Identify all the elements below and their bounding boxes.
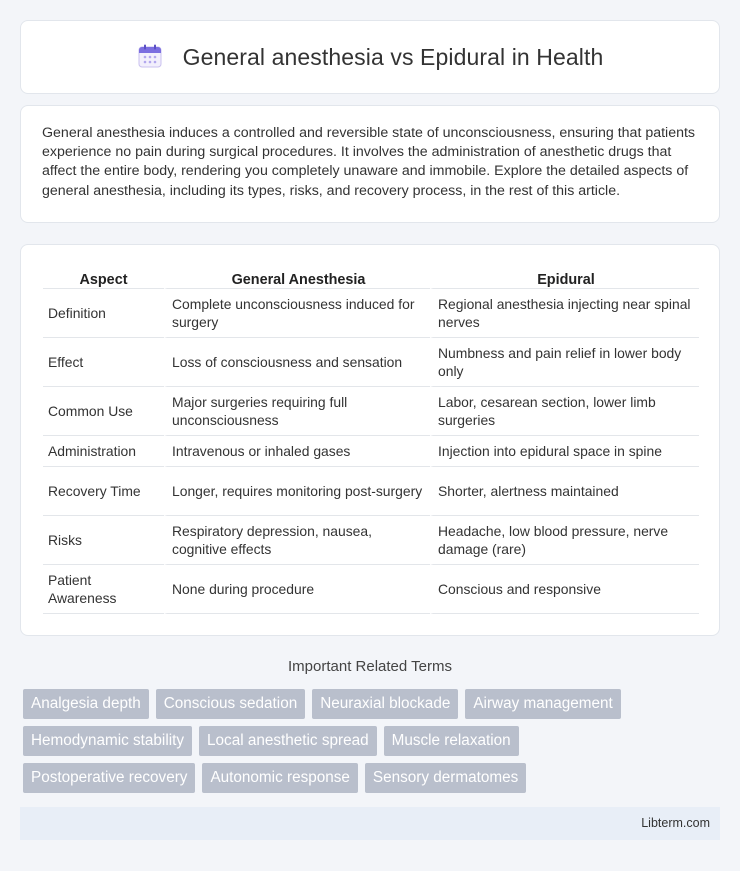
tag-airway-management[interactable]: Airway management [465,689,620,719]
row-aspect: Definition [43,289,164,338]
row-general-anesthesia: Complete unconsciousness induced for surgery [164,289,430,338]
table-header-row [43,267,699,289]
row-general-anesthesia: Intravenous or inhaled gases [164,436,430,467]
table-row [43,387,699,436]
tag-postoperative-recovery[interactable]: Postoperative recovery [23,763,195,793]
page-title: General anesthesia vs Epidural in Health [182,43,604,70]
intro-card [20,105,720,223]
row-aspect: Common Use [43,387,164,436]
table-row [43,467,699,516]
row-aspect: Effect [43,338,164,387]
row-general-anesthesia: Major surgeries requiring full unconsciousness [164,387,430,436]
row-aspect: Administration [43,436,164,467]
related-terms-tags [23,689,723,800]
column-header-aspect: Aspect [43,267,164,289]
row-general-anesthesia: Loss of consciousness and sensation [164,338,430,387]
tag-analgesia-depth[interactable]: Analgesia depth [23,689,149,719]
row-epidural: Headache, low blood pressure, nerve damage (rare) [430,516,699,565]
tag-autonomic-response[interactable]: Autonomic response [202,763,357,793]
related-terms-title: Important Related Terms [288,658,452,675]
table-row [43,289,699,338]
column-header-general-anesthesia: General Anesthesia [164,267,430,289]
row-epidural: Labor, cesarean section, lower limb surgeries [430,387,699,436]
row-epidural: Injection into epidural space in spine [430,436,699,467]
table-row [43,338,699,387]
tag-sensory-dermatomes[interactable]: Sensory dermatomes [365,763,526,793]
footer [20,807,720,840]
footer-site-link[interactable]: Libterm.com [641,816,710,830]
tag-muscle-relaxation[interactable]: Muscle relaxation [384,726,519,756]
row-aspect: Patient Awareness [43,565,164,614]
row-general-anesthesia: None during procedure [164,565,430,614]
row-epidural: Conscious and responsive [430,565,699,614]
comparison-card [20,244,720,636]
row-epidural: Regional anesthesia injecting near spinal nerves [430,289,699,338]
table-row [43,516,699,565]
tag-conscious-sedation[interactable]: Conscious sedation [156,689,306,719]
table-row [43,565,699,614]
tag-row [23,763,723,793]
header-card [20,20,720,94]
table-row [43,436,699,467]
tag-neuraxial-blockade[interactable]: Neuraxial blockade [312,689,458,719]
comparison-table [43,267,699,614]
row-general-anesthesia: Respiratory depression, nausea, cognitive effects [164,516,430,565]
tag-row [23,726,723,756]
column-header-epidural: Epidural [430,267,699,289]
tag-row [23,689,723,719]
row-epidural: Shorter, alertness maintained [430,467,699,516]
row-epidural: Numbness and pain relief in lower body only [430,338,699,387]
row-aspect: Recovery Time [43,467,164,516]
calendar-icon [137,43,163,69]
intro-paragraph: General anesthesia induces a controlled and reversible state of unconsciousness, ensuring that patients experience no pain during surgical procedures. It involves the administration of anesthetic drugs that affect the entire body, rendering you completely unaware and immobile. Explore the detailed aspects of general anesthesia, including its types, risks, and recovery process, in the rest of this article. [42,125,696,199]
row-aspect: Risks [43,516,164,565]
tag-local-anesthetic-spread[interactable]: Local anesthetic spread [199,726,377,756]
row-general-anesthesia: Longer, requires monitoring post-surgery [164,467,430,516]
tag-hemodynamic-stability[interactable]: Hemodynamic stability [23,726,192,756]
